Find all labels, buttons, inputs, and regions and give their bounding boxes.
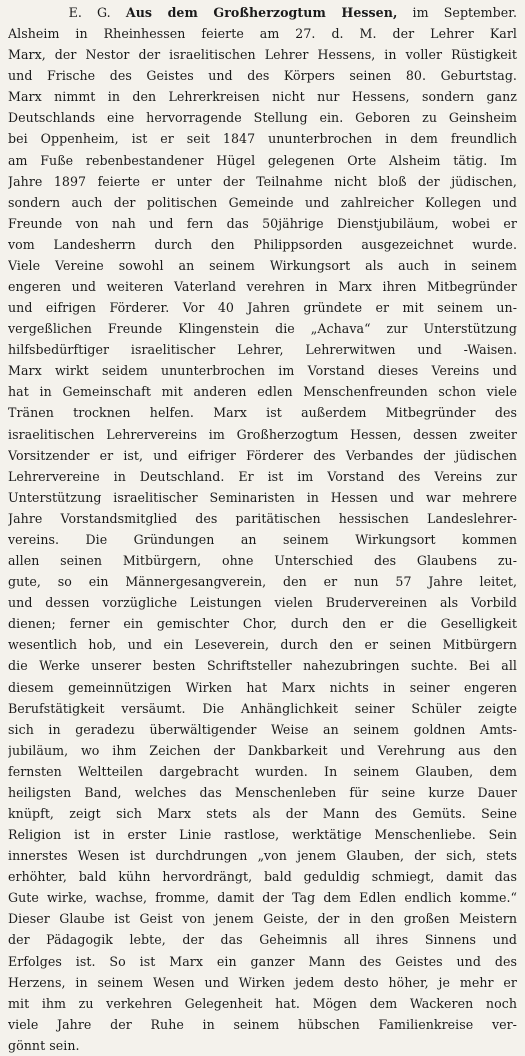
text-line: heiligsten Band, welches das Menschenleben für seine kurze Dauer xyxy=(8,784,517,800)
text-line: gute, so ein Männergesangverein, den er nun 57 Jahre leitet, xyxy=(8,574,517,590)
heading-tail: im September. xyxy=(412,5,517,20)
text-line: innerstes Wesen ist durchdrungen „von jenem Glauben, der sich, stets xyxy=(8,848,517,864)
text-line: gönnt sein. xyxy=(8,1037,80,1053)
text-line: Gute wirke, wachse, fromme, damit der Tag dem Edlen endlich komme.“ xyxy=(8,890,517,906)
text-line: Marx nimmt in den Lehrerkreisen nicht nur Hessens, sondern ganz xyxy=(8,89,517,105)
text-line: die Werke unserer besten Schriftsteller nahezubringen suchte. Bei all xyxy=(8,658,517,674)
text-line: und dessen vorzügliche Leistungen vielen Brudervereinen als Vorbild xyxy=(8,595,517,611)
text-line: und Frische des Geistes und des Körpers seinen 80. Geburtstag. xyxy=(8,68,517,84)
text-line: fernsten Weltteilen dargebracht wurden. In seinem Glauben, dem xyxy=(8,763,517,779)
text-line: vereins. Die Gründungen an seinem Wirkungsort kommen xyxy=(8,531,517,547)
text-line: Religion ist in erster Linie rastlose, werktätige Menschenliebe. Sein xyxy=(8,827,517,843)
article-heading-line xyxy=(8,2,517,23)
text-line: Marx, der Nestor der israelitischen Lehrer Hessens, in voller Rüstigkeit xyxy=(8,47,517,63)
text-line: Deutschlands eine hervorragende Stellung ein. Geboren zu Geinsheim xyxy=(8,110,517,126)
text-line: Lehrervereine in Deutschland. Er ist im Vorstand des Vereins zur xyxy=(8,468,517,484)
text-line: israelitischen Lehrervereins im Großherzogtum Hessen, dessen zweiter xyxy=(8,426,517,442)
text-line: engeren und weiteren Vaterland verehren in Marx ihren Mitbegründer xyxy=(8,279,517,295)
text-line: jubiläum, wo ihm Zeichen der Dankbarkeit und Verehrung aus den xyxy=(8,742,517,758)
text-line: Jahre 1897 feierte er unter der Teilnahme nicht bloß der jüdischen, xyxy=(8,173,517,189)
text-line: Tränen trocknen helfen. Marx ist außerdem Mitbegründer des xyxy=(8,405,517,421)
text-line: knüpft, zeigt sich Marx stets als der Mann des Gemüts. Seine xyxy=(8,805,517,821)
text-line: sich in geradezu überwältigender Weise an seinem goldnen Amts- xyxy=(8,721,517,737)
text-line: Freunde von nah und fern das 50jährige Dienstjubiläum, wobei er xyxy=(8,215,517,231)
text-line: dienen; ferner ein gemischter Chor, durch den er die Geselligkeit xyxy=(8,616,517,632)
text-line: Jahre Vorstandsmitglied des paritätischen hessischen Landeslehrer- xyxy=(8,510,517,526)
text-line: vom Landesherrn durch den Philippsorden ausgezeichnet wurde. xyxy=(8,236,517,252)
text-line: und eifrigen Förderer. Vor 40 Jahren gründete er mit seinem un- xyxy=(8,300,517,316)
text-line: der Pädagogik lebte, der das Geheimnis all ihres Sinnens und xyxy=(8,932,517,948)
text-line: vergeßlichen Freunde Klingenstein die „Achava“ zur Unterstützung xyxy=(8,321,517,337)
text-line: hilfsbedürftiger israelitischer Lehrer, Lehrerwitwen und -Waisen. xyxy=(8,342,517,358)
text-line: diesem gemeinnützigen Wirken hat Marx nichts in seiner engeren xyxy=(8,679,517,695)
text-line: Unterstützung israelitischer Seminaristen in Hessen und war mehrere xyxy=(8,489,517,505)
text-line: sondern auch der politischen Gemeinde und zahlreicher Kollegen und xyxy=(8,194,517,210)
text-line: Marx wirkt seidem ununterbrochen im Vorstand dieses Vereins und xyxy=(8,363,517,379)
text-line: bei Oppenheim, ist er seit 1847 ununterbrochen in dem freundlich xyxy=(8,131,517,147)
text-line: Vorsitzender er ist, und eifriger Förderer des Verbandes der jüdischen xyxy=(8,447,517,463)
article-heading: Aus dem Großherzogtum Hessen, xyxy=(125,5,398,20)
text-line: am Fuße rebenbestandener Hügel gelegenen Orte Alsheim tätig. Im xyxy=(8,152,517,168)
text-line: erhöhter, bald kühn hervordrängt, bald geduldig schmiegt, damit das xyxy=(8,869,517,885)
text-line: Alsheim in Rheinhessen feierte am 27. d. M. der Lehrer Karl xyxy=(8,26,517,42)
text-line: mit ihm zu verkehren Gelegenheit hat. Mögen dem Wackeren noch xyxy=(8,995,517,1011)
text-line: Berufstätigkeit versäumt. Die Anhänglichkeit seiner Schüler zeigte xyxy=(8,700,517,716)
text-line: hat in Gemeinschaft mit anderen edlen Menschenfreunden schon viele xyxy=(8,384,517,400)
text-line: wesentlich hob, und ein Leseverein, durch den er seinen Mitbürgern xyxy=(8,637,517,653)
text-line: Erfolges ist. So ist Marx ein ganzer Mann des Geistes und des xyxy=(8,953,517,969)
text-line: Dieser Glaube ist Geist von jenem Geiste, der in den großen Meistern xyxy=(8,911,517,927)
text-line: viele Jahre der Ruhe in seinem hübschen Familienkreise ver- xyxy=(8,1016,517,1032)
text-line: Viele Vereine sowohl an seinem Wirkungsort als auch in seinem xyxy=(8,257,517,273)
article-body xyxy=(8,23,517,1056)
dateline: E. G. xyxy=(68,5,111,20)
text-line: allen seinen Mitbürgern, ohne Unterschied des Glaubens zu- xyxy=(8,553,517,569)
text-line: Herzens, in seinem Wesen und Wirken jedem desto höher, je mehr er xyxy=(8,974,517,990)
